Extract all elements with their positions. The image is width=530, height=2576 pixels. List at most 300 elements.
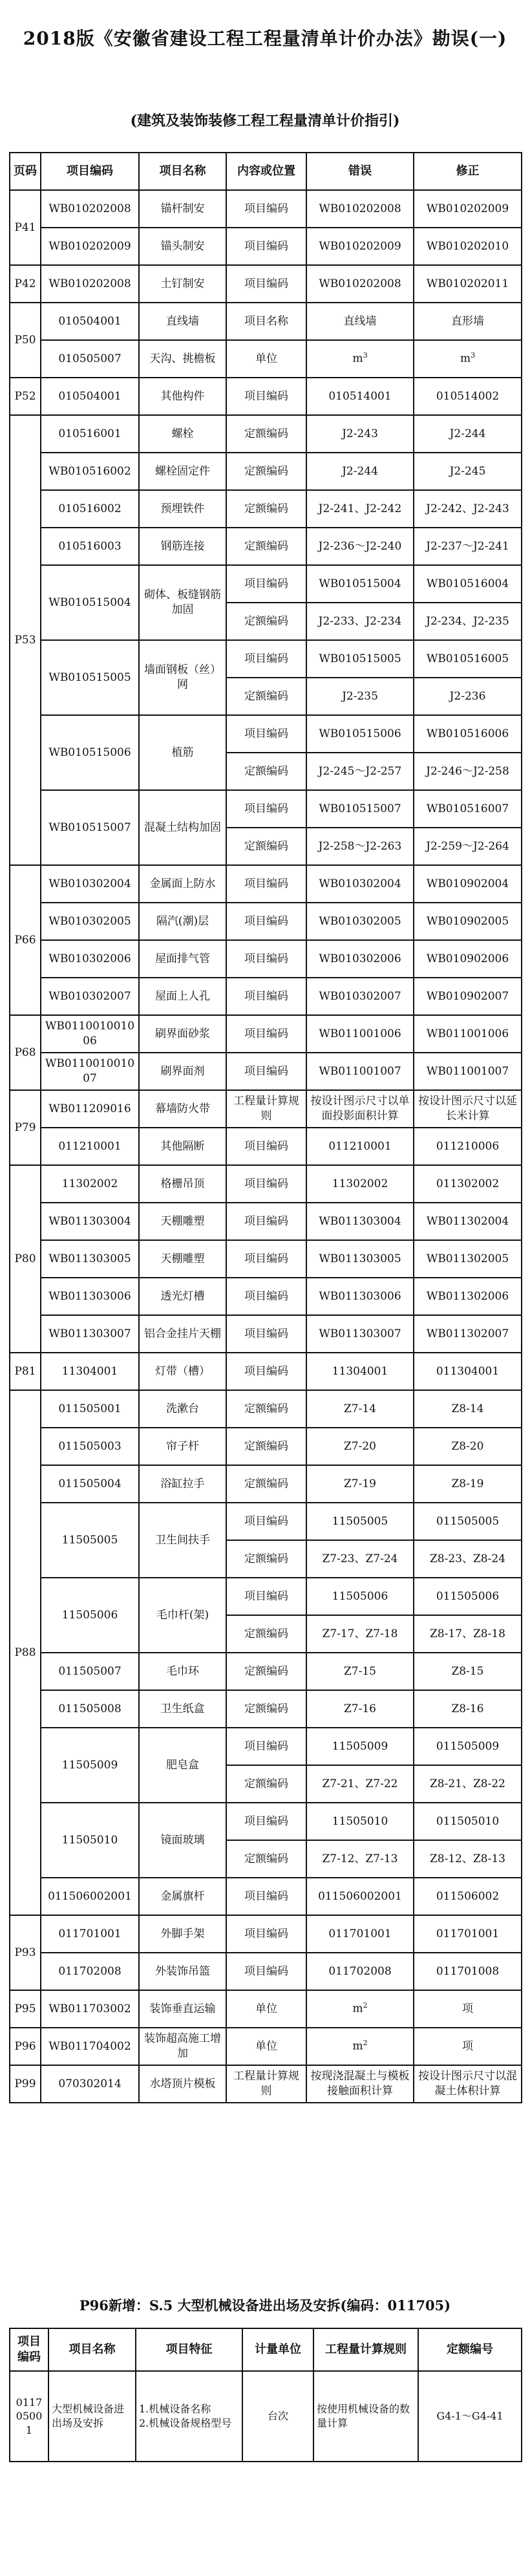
- item-name: 帘子杆: [139, 1428, 226, 1465]
- item-code: WB010202008: [41, 190, 139, 228]
- wrong-value: J2-241、J2-242: [306, 490, 414, 528]
- item-code: WB010302005: [41, 903, 139, 940]
- errata-row: [10, 265, 522, 303]
- fixed-value: WB011001007: [414, 1053, 522, 1090]
- wrong-value: WB010515005: [306, 640, 414, 678]
- wrong-value: WB011303004: [306, 1203, 414, 1240]
- errata-row: [10, 1278, 522, 1315]
- content-position: 项目编码: [226, 940, 306, 978]
- errata-row: [10, 190, 522, 228]
- item-name: 天棚雕塑: [139, 1240, 226, 1278]
- item-name: 金属面上防水: [139, 865, 226, 903]
- errata-row: [10, 528, 522, 565]
- new-header-name: 项目名称: [48, 2328, 136, 2371]
- item-code: WB010515006: [41, 715, 139, 790]
- content-position: 项目编码: [226, 1053, 306, 1090]
- item-name: 卫生纸盒: [139, 1690, 226, 1728]
- item-name: 预埋铁件: [139, 490, 226, 528]
- item-name: 刷界面砂浆: [139, 1015, 226, 1053]
- errata-row: [10, 1053, 522, 1090]
- content-position: 定额编码: [226, 453, 306, 490]
- item-code: 070302014: [41, 2065, 139, 2103]
- item-code: WB010302004: [41, 865, 139, 903]
- item-name: 锚头制安: [139, 228, 226, 265]
- errata-row: [10, 340, 522, 378]
- item-code: 11304001: [41, 1353, 139, 1390]
- page-number: P88: [10, 1390, 41, 1915]
- item-name: 外装饰吊篮: [139, 1953, 226, 1990]
- item-name: 装饰超高施工增加: [139, 2028, 226, 2065]
- errata-row: [10, 1428, 522, 1465]
- fixed-value: 按设计图示尺寸以延长米计算: [414, 1090, 522, 1128]
- document-subtitle: (建筑及装饰装修工程工程量清单计价指引): [130, 113, 400, 129]
- fixed-value: WB011302007: [414, 1315, 522, 1353]
- item-name: 浴缸拉手: [139, 1465, 226, 1503]
- new-header-quota: 定额编号: [418, 2328, 522, 2371]
- content-position: 定额编码: [226, 1428, 306, 1465]
- item-name: 灯带（槽）: [139, 1353, 226, 1390]
- content-position: 定额编码: [226, 1390, 306, 1428]
- wrong-value: Z7-17、Z7-18: [306, 1615, 414, 1653]
- wrong-value: WB010302007: [306, 978, 414, 1015]
- new-item-row: [10, 2371, 522, 2462]
- fixed-value: J2-236: [414, 678, 522, 715]
- item-code: 011701001: [41, 1915, 139, 1953]
- fixed-value: WB011302004: [414, 1203, 522, 1240]
- wrong-value: Z7-21、Z7-22: [306, 1765, 414, 1803]
- fixed-value: Z8-16: [414, 1690, 522, 1728]
- fixed-value: 011505005: [414, 1503, 522, 1540]
- errata-row: [10, 1240, 522, 1278]
- content-position: 项目编码: [226, 1240, 306, 1278]
- page-number: P99: [10, 2065, 41, 2103]
- fixed-value: WB010516006: [414, 715, 522, 753]
- wrong-value: WB011303006: [306, 1278, 414, 1315]
- item-code: 11302002: [41, 1165, 139, 1203]
- fixed-value: J2-246～J2-258: [414, 753, 522, 790]
- content-position: 项目编码: [226, 1503, 306, 1540]
- item-code: WB010515005: [41, 640, 139, 715]
- errata-row: [10, 1990, 522, 2028]
- fixed-value: WB010516007: [414, 790, 522, 828]
- page-number: P95: [10, 1990, 41, 2028]
- wrong-value: J2-243: [306, 415, 414, 453]
- content-position: 定额编码: [226, 1840, 306, 1878]
- wrong-value: WB010515006: [306, 715, 414, 753]
- content-position: 定额编码: [226, 528, 306, 565]
- fixed-value: WB011302005: [414, 1240, 522, 1278]
- wrong-value: WB011303005: [306, 1240, 414, 1278]
- item-name: 肥皂盒: [139, 1728, 226, 1803]
- wrong-value: J2-244: [306, 453, 414, 490]
- page-number: P41: [10, 190, 41, 265]
- errata-row: [10, 790, 522, 828]
- item-code: WB010515007: [41, 790, 139, 865]
- item-name: 直线墙: [139, 303, 226, 340]
- item-name: 锚杆制安: [139, 190, 226, 228]
- fixed-value: J2-237～J2-241: [414, 528, 522, 565]
- content-position: 项目编码: [226, 190, 306, 228]
- item-code: 011505003: [41, 1428, 139, 1465]
- wrong-value: Z7-23、Z7-24: [306, 1540, 414, 1578]
- wrong-value: WB011001006: [306, 1015, 414, 1053]
- content-position: 工程量计算规则: [226, 2065, 306, 2103]
- errata-row: [10, 490, 522, 528]
- wrong-value: Z7-15: [306, 1653, 414, 1690]
- wrong-value: $m^2$: [306, 1990, 414, 2028]
- header-code: 项目编码: [41, 153, 139, 190]
- content-position: 项目名称: [226, 303, 306, 340]
- new-header-unit: 计量单位: [242, 2328, 313, 2371]
- item-name: 钢筋连接: [139, 528, 226, 565]
- item-name: 毛巾环: [139, 1653, 226, 1690]
- errata-row: [10, 378, 522, 415]
- item-name: 透光灯槽: [139, 1278, 226, 1315]
- content-position: 项目编码: [226, 1578, 306, 1615]
- item-name: 其他构件: [139, 378, 226, 415]
- wrong-value: Z7-20: [306, 1428, 414, 1465]
- fixed-value: $m^3$: [414, 340, 522, 378]
- wrong-value: 011210001: [306, 1128, 414, 1165]
- wrong-value: WB010202009: [306, 228, 414, 265]
- wrong-value: $m^2$: [306, 2028, 414, 2065]
- document-title: 2018版《安徽省建设工程工程量清单计价办法》勘误(一): [23, 28, 507, 49]
- page-number: P53: [10, 415, 41, 865]
- fixed-value: 011505006: [414, 1578, 522, 1615]
- fixed-value: Z8-17、Z8-18: [414, 1615, 522, 1653]
- new-header-code: 项目编码: [10, 2328, 48, 2371]
- errata-row: [10, 2028, 522, 2065]
- fixed-value: 直形墙: [414, 303, 522, 340]
- fixed-value: 011505010: [414, 1803, 522, 1840]
- page-number: P68: [10, 1015, 41, 1090]
- wrong-value: WB010515004: [306, 565, 414, 603]
- item-code: WB011001001006: [41, 1015, 139, 1053]
- wrong-value: 011702008: [306, 1953, 414, 1990]
- header-fix: 修正: [414, 153, 522, 190]
- wrong-value: 011701001: [306, 1915, 414, 1953]
- content-position: 项目编码: [226, 228, 306, 265]
- content-position: 项目编码: [226, 1353, 306, 1390]
- errata-row: [10, 565, 522, 603]
- fixed-value: WB010516004: [414, 565, 522, 603]
- content-position: 工程量计算规则: [226, 1090, 306, 1128]
- content-position: 项目编码: [226, 1803, 306, 1840]
- errata-row: [10, 1915, 522, 1953]
- content-position: 项目编码: [226, 790, 306, 828]
- fixed-value: WB011302006: [414, 1278, 522, 1315]
- page-number: P66: [10, 865, 41, 1015]
- errata-header-row: [10, 153, 522, 190]
- wrong-value: 11505005: [306, 1503, 414, 1540]
- errata-row: [10, 1165, 522, 1203]
- content-position: 定额编码: [226, 678, 306, 715]
- item-name: 屋面排气管: [139, 940, 226, 978]
- item-name: 隔汽(潮)层: [139, 903, 226, 940]
- item-code: 010516001: [41, 415, 139, 453]
- header-page: 页码: [10, 153, 41, 190]
- fixed-value: J2-234、J2-235: [414, 603, 522, 640]
- wrong-value: J2-245～J2-257: [306, 753, 414, 790]
- errata-row: [10, 453, 522, 490]
- content-position: 项目编码: [226, 1203, 306, 1240]
- wrong-value: J2-235: [306, 678, 414, 715]
- content-position: 项目编码: [226, 378, 306, 415]
- errata-row: [10, 1090, 522, 1128]
- new-item-quota: G4-1～G4-41: [418, 2371, 522, 2462]
- content-position: 定额编码: [226, 1540, 306, 1578]
- item-code: WB010202008: [41, 265, 139, 303]
- item-code: 011702008: [41, 1953, 139, 1990]
- errata-row: [10, 715, 522, 753]
- wrong-value: 11304001: [306, 1353, 414, 1390]
- errata-row: [10, 1203, 522, 1240]
- wrong-value: Z7-12、Z7-13: [306, 1840, 414, 1878]
- header-wrong: 错误: [306, 153, 414, 190]
- wrong-value: 按现浇混凝土与模板接触面积计算: [306, 2065, 414, 2103]
- wrong-value: 11505009: [306, 1728, 414, 1765]
- wrong-value: 011506002001: [306, 1878, 414, 1915]
- fixed-value: J2-245: [414, 453, 522, 490]
- fixed-value: WB011001006: [414, 1015, 522, 1053]
- content-position: 项目编码: [226, 1953, 306, 1990]
- content-position: 单位: [226, 2028, 306, 2065]
- wrong-value: WB010302005: [306, 903, 414, 940]
- item-code: WB011209016: [41, 1090, 139, 1128]
- content-position: 项目编码: [226, 865, 306, 903]
- item-name: 螺栓固定件: [139, 453, 226, 490]
- fixed-value: Z8-14: [414, 1390, 522, 1428]
- content-position: 定额编码: [226, 1615, 306, 1653]
- content-position: 单位: [226, 1990, 306, 2028]
- fixed-value: 011506002: [414, 1878, 522, 1915]
- errata-row: [10, 978, 522, 1015]
- item-name: 装饰垂直运输: [139, 1990, 226, 2028]
- errata-row: [10, 640, 522, 678]
- fixed-value: 011505009: [414, 1728, 522, 1765]
- new-header-rule: 工程量计算规则: [313, 2328, 418, 2371]
- page-number: P42: [10, 265, 41, 303]
- errata-row: [10, 903, 522, 940]
- content-position: 项目编码: [226, 640, 306, 678]
- fixed-value: Z8-15: [414, 1653, 522, 1690]
- new-header-features: 项目特征: [136, 2328, 242, 2371]
- errata-row: [10, 1128, 522, 1165]
- content-position: 项目编码: [226, 1278, 306, 1315]
- fixed-value: Z8-19: [414, 1465, 522, 1503]
- item-name: 植筋: [139, 715, 226, 790]
- item-code: WB010302007: [41, 978, 139, 1015]
- fixed-value: J2-244: [414, 415, 522, 453]
- fixed-value: WB010902004: [414, 865, 522, 903]
- item-name: 土钉制安: [139, 265, 226, 303]
- page-number: P80: [10, 1165, 41, 1353]
- new-item-rule: 按使用机械设备的数量计算: [313, 2371, 418, 2462]
- fixed-value: J2-242、J2-243: [414, 490, 522, 528]
- header-name: 项目名称: [139, 153, 226, 190]
- content-position: 定额编码: [226, 603, 306, 640]
- item-code: WB010515004: [41, 565, 139, 640]
- item-code: WB011303007: [41, 1315, 139, 1353]
- content-position: 项目编码: [226, 978, 306, 1015]
- item-code: 011505004: [41, 1465, 139, 1503]
- item-name: 镜面玻璃: [139, 1803, 226, 1878]
- content-position: 定额编码: [226, 753, 306, 790]
- item-name: 刷界面剂: [139, 1053, 226, 1090]
- item-code: WB011303006: [41, 1278, 139, 1315]
- wrong-value: J2-236～J2-240: [306, 528, 414, 565]
- wrong-value: Z7-19: [306, 1465, 414, 1503]
- errata-row: [10, 2065, 522, 2103]
- item-code: 010516003: [41, 528, 139, 565]
- wrong-value: 11302002: [306, 1165, 414, 1203]
- errata-row: [10, 1578, 522, 1615]
- item-name: 铝合金挂片天棚: [139, 1315, 226, 1353]
- fixed-value: 011701008: [414, 1953, 522, 1990]
- fixed-value: 011701001: [414, 1915, 522, 1953]
- errata-row: [10, 1690, 522, 1728]
- wrong-value: WB011303007: [306, 1315, 414, 1353]
- item-code: 011505008: [41, 1690, 139, 1728]
- item-name: 格栅吊顶: [139, 1165, 226, 1203]
- content-position: 项目编码: [226, 265, 306, 303]
- new-item-table: [9, 2328, 522, 2462]
- item-code: WB011303005: [41, 1240, 139, 1278]
- wrong-value: Z7-16: [306, 1690, 414, 1728]
- new-item-name: 大型机械设备进出场及安拆: [48, 2371, 136, 2462]
- item-code: WB010302006: [41, 940, 139, 978]
- fixed-value: WB010516005: [414, 640, 522, 678]
- fixed-value: Z8-20: [414, 1428, 522, 1465]
- fixed-value: 项: [414, 1990, 522, 2028]
- wrong-value: 010514001: [306, 378, 414, 415]
- errata-row: [10, 1728, 522, 1765]
- item-code: 010516002: [41, 490, 139, 528]
- wrong-value: WB010515007: [306, 790, 414, 828]
- wrong-value: WB011001007: [306, 1053, 414, 1090]
- fixed-value: 011302002: [414, 1165, 522, 1203]
- content-position: 项目编码: [226, 1315, 306, 1353]
- errata-row: [10, 1465, 522, 1503]
- fixed-value: WB010202011: [414, 265, 522, 303]
- item-code: WB011001001007: [41, 1053, 139, 1090]
- item-code: 011505001: [41, 1390, 139, 1428]
- wrong-value: 直线墙: [306, 303, 414, 340]
- item-code: WB010516002: [41, 453, 139, 490]
- errata-row: [10, 1803, 522, 1840]
- fixed-value: Z8-12、Z8-13: [414, 1840, 522, 1878]
- item-code: 010504001: [41, 378, 139, 415]
- fixed-value: 011304001: [414, 1353, 522, 1390]
- errata-row: [10, 1953, 522, 1990]
- content-position: 单位: [226, 340, 306, 378]
- item-name: 螺栓: [139, 415, 226, 453]
- item-name: 毛巾杆(架): [139, 1578, 226, 1653]
- errata-row: [10, 1503, 522, 1540]
- item-name: 混凝土结构加固: [139, 790, 226, 865]
- item-name: 水塔顶片模板: [139, 2065, 226, 2103]
- content-position: 项目编码: [226, 1878, 306, 1915]
- fixed-value: WB010902005: [414, 903, 522, 940]
- item-code: WB011703002: [41, 1990, 139, 2028]
- item-name: 其他隔断: [139, 1128, 226, 1165]
- errata-row: [10, 415, 522, 453]
- new-item-features: 1.机械设备名称 2.机械设备规格型号: [136, 2371, 242, 2462]
- errata-row: [10, 1390, 522, 1428]
- content-position: 定额编码: [226, 490, 306, 528]
- errata-row: [10, 1315, 522, 1353]
- item-name: 屋面上人孔: [139, 978, 226, 1015]
- item-name: 天沟、挑檐板: [139, 340, 226, 378]
- wrong-value: WB010302004: [306, 865, 414, 903]
- item-code: 011506002001: [41, 1878, 139, 1915]
- content-position: 项目编码: [226, 1015, 306, 1053]
- content-position: 定额编码: [226, 1653, 306, 1690]
- wrong-value: Z7-14: [306, 1390, 414, 1428]
- item-code: 11505005: [41, 1503, 139, 1578]
- fixed-value: WB010902007: [414, 978, 522, 1015]
- errata-row: [10, 940, 522, 978]
- errata-row: [10, 228, 522, 265]
- errata-row: [10, 1353, 522, 1390]
- item-name: 幕墙防火带: [139, 1090, 226, 1128]
- fixed-value: Z8-21、Z8-22: [414, 1765, 522, 1803]
- content-position: 项目编码: [226, 1728, 306, 1765]
- fixed-value: Z8-23、Z8-24: [414, 1540, 522, 1578]
- fixed-value: 项: [414, 2028, 522, 2065]
- wrong-value: 11505006: [306, 1578, 414, 1615]
- item-code: 11505006: [41, 1578, 139, 1653]
- errata-table: [9, 152, 522, 2103]
- page-number: P50: [10, 303, 41, 378]
- header-position: 内容或位置: [226, 153, 306, 190]
- errata-row: [10, 865, 522, 903]
- item-code: WB010202009: [41, 228, 139, 265]
- item-code: 11505010: [41, 1803, 139, 1878]
- wrong-value: J2-258～J2-263: [306, 828, 414, 865]
- item-name: 墙面钢板（丝）网: [139, 640, 226, 715]
- fixed-value: WB010202009: [414, 190, 522, 228]
- page-number: P81: [10, 1353, 41, 1390]
- content-position: 项目编码: [226, 715, 306, 753]
- fixed-value: 按设计图示尺寸以混凝土体积计算: [414, 2065, 522, 2103]
- item-name: 砌体、板缝钢筋加固: [139, 565, 226, 640]
- errata-row: [10, 1015, 522, 1053]
- new-item-code: 011705001: [10, 2371, 48, 2462]
- page-number: P52: [10, 378, 41, 415]
- content-position: 定额编码: [226, 415, 306, 453]
- new-section-title: P96新增：S.5 大型机械设备进出场及安拆(编码：011705): [79, 2297, 451, 2313]
- page-number: P96: [10, 2028, 41, 2065]
- item-code: 011505007: [41, 1653, 139, 1690]
- page-number: P93: [10, 1915, 41, 1990]
- item-code: 011210001: [41, 1128, 139, 1165]
- content-position: 项目编码: [226, 565, 306, 603]
- item-code: 010504001: [41, 303, 139, 340]
- item-name: 卫生间扶手: [139, 1503, 226, 1578]
- item-code: 11505009: [41, 1728, 139, 1803]
- errata-row: [10, 303, 522, 340]
- content-position: 定额编码: [226, 1465, 306, 1503]
- item-name: 外脚手架: [139, 1915, 226, 1953]
- fixed-value: WB010902006: [414, 940, 522, 978]
- content-position: 定额编码: [226, 828, 306, 865]
- fixed-value: J2-259～J2-264: [414, 828, 522, 865]
- item-name: 洗漱台: [139, 1390, 226, 1428]
- new-header-row: [10, 2328, 522, 2371]
- content-position: 项目编码: [226, 1915, 306, 1953]
- errata-row: [10, 1653, 522, 1690]
